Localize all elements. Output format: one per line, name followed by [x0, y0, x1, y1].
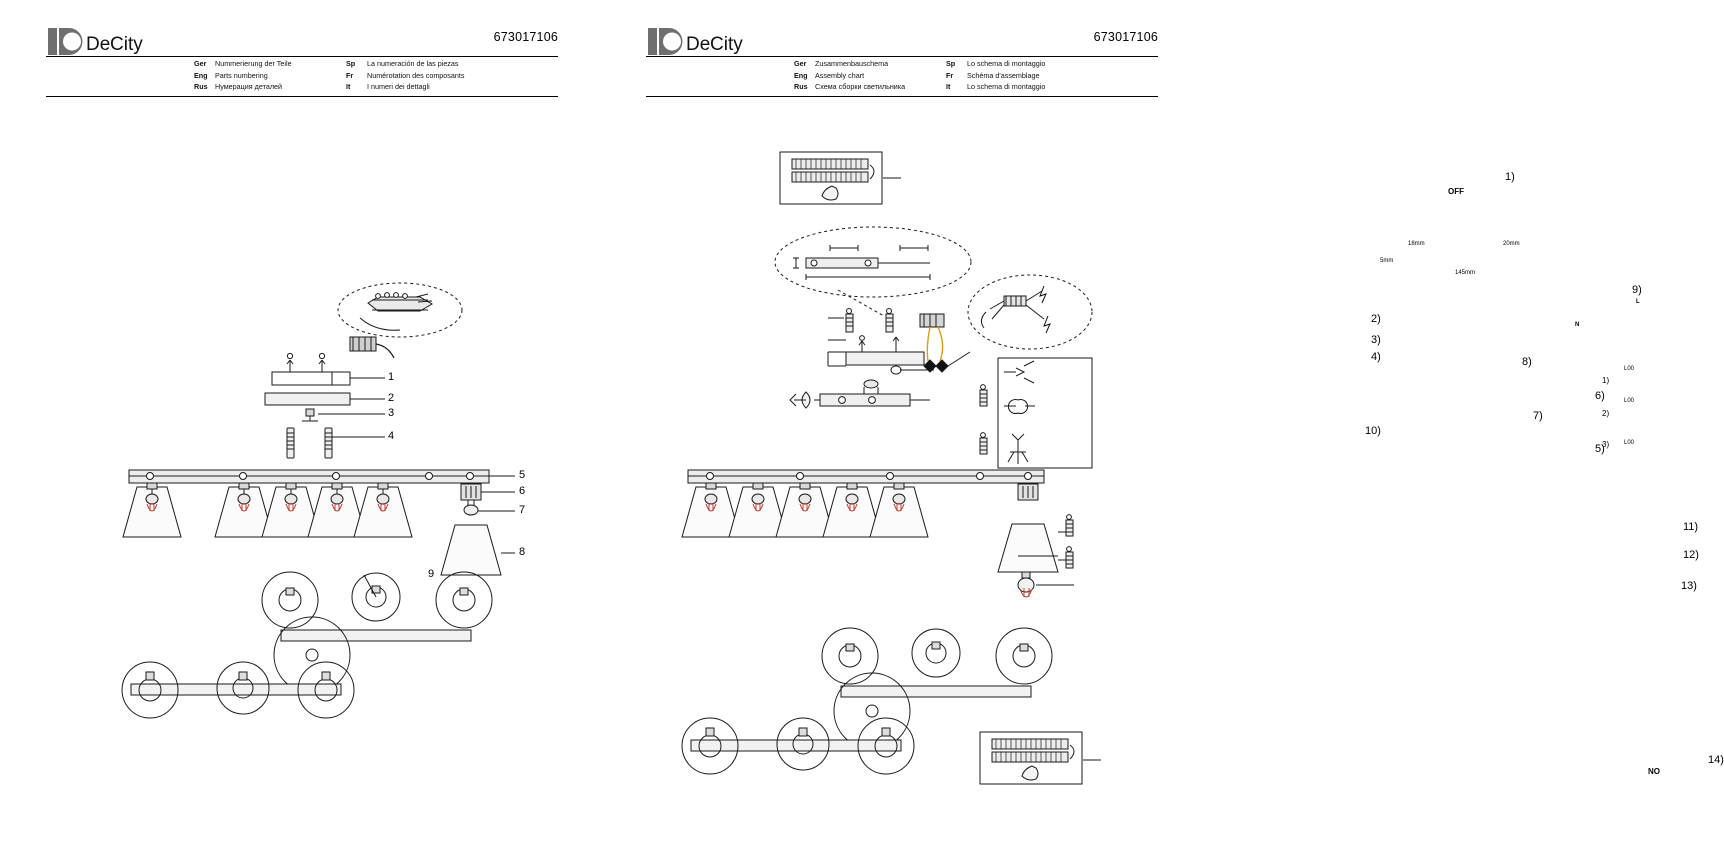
lang-text: Zusammenbauschema	[815, 59, 889, 68]
lamp-shade	[870, 483, 928, 537]
lang-text: Schéma d'assemblage	[967, 70, 1040, 80]
step-8-label: 8)	[1522, 356, 1532, 368]
lang-abbr: Fr	[946, 70, 954, 80]
step-2-screw	[846, 309, 853, 333]
assembly-diagram	[600, 0, 1200, 848]
lang-text: I numeri dei dettagli	[367, 82, 430, 92]
lang-abbr: Fr	[346, 70, 354, 80]
lang-text: Assembly chart	[815, 70, 865, 80]
callout-6: 6	[519, 485, 526, 497]
legend-item-3-code: L00	[1624, 440, 1635, 446]
step-10-tool	[790, 392, 820, 408]
callout-9: 9	[428, 568, 435, 580]
lang-abbr: Rus	[794, 82, 808, 92]
plan-view-lower	[682, 718, 914, 774]
exploded-shade	[441, 484, 501, 575]
lang-abbr: Sp	[946, 59, 956, 68]
part-4-screws	[287, 428, 332, 458]
switch-off-label: OFF	[1448, 187, 1464, 196]
wiring-bubble-content	[981, 286, 1050, 333]
svg-text:City: City	[710, 34, 743, 55]
dimension-bubble-content	[793, 245, 930, 316]
step-12-label: 12)	[1683, 549, 1699, 561]
step-9-label: 9)	[1632, 284, 1642, 296]
dimension-b: 20mm	[1503, 241, 1520, 247]
lang-text: Lo schema di montaggio	[967, 59, 1046, 68]
shade-group	[682, 483, 928, 537]
dimension-d: 145mm	[1455, 270, 1476, 276]
terminal-legend-box	[998, 358, 1092, 468]
step-1-label: 1)	[1505, 171, 1515, 183]
fixture-bar	[688, 470, 1044, 483]
step-14-label: 14)	[1708, 754, 1724, 766]
plan-view-upper	[822, 628, 1052, 749]
wiring-bubble	[968, 275, 1092, 349]
lang-abbr: Sp	[346, 59, 356, 68]
svg-text:De: De	[86, 34, 111, 55]
legend-item-3-num: 3)	[1602, 440, 1610, 449]
shade-group	[123, 483, 412, 537]
lang-text: Lo schema di montaggio	[967, 82, 1046, 92]
parts-diagram	[0, 0, 600, 848]
callout-1: 1	[388, 371, 395, 383]
step-6-label: 6)	[1595, 390, 1605, 402]
lamp-shade	[123, 483, 181, 537]
lang-text: Нумерация деталей	[215, 82, 283, 92]
wire-label-n: N	[1575, 322, 1580, 328]
lang-abbr: Eng	[194, 70, 208, 80]
dimension-a: 18mm	[1408, 241, 1425, 247]
lang-abbr: Eng	[794, 70, 808, 80]
fixture-bar	[129, 470, 489, 483]
callout-5: 5	[519, 469, 526, 481]
plan-view-upper	[262, 572, 492, 693]
legend-item-2-code: L00	[1624, 398, 1635, 404]
lamp-shade	[354, 483, 412, 537]
document-code: 673017106	[493, 30, 558, 44]
switch-off-box	[780, 152, 882, 204]
lang-text: Схема сборки светильника	[815, 82, 906, 92]
lang-text: La numeración de las piezas	[367, 59, 459, 68]
legend-item-1-num: 1)	[1602, 376, 1610, 385]
dimension-c: 5mm	[1380, 258, 1394, 264]
bulb-icon	[1018, 572, 1034, 597]
step-6-screw	[980, 385, 987, 406]
step-4-label: 4)	[1371, 351, 1381, 363]
callout-8: 8	[519, 546, 526, 558]
switch-on-box	[980, 732, 1082, 784]
lang-abbr: It	[946, 82, 951, 92]
document-code: 673017106	[1093, 30, 1158, 44]
step-7-base-plate	[820, 380, 930, 406]
svg-text:City: City	[110, 34, 143, 55]
page-parts-numbering	[0, 0, 600, 848]
legend-item-2-num: 2)	[1602, 409, 1610, 418]
lang-abbr: Ger	[194, 59, 207, 68]
svg-text:De: De	[686, 34, 711, 55]
callout-3: 3	[388, 407, 395, 419]
callout-2: 2	[388, 392, 395, 404]
page-assembly-chart	[600, 0, 1724, 848]
step-10-label: 10)	[1365, 425, 1381, 437]
lang-text: Nummerierung der Teile	[215, 59, 292, 68]
part-3-fitting	[302, 409, 318, 421]
step-13-label: 13)	[1681, 580, 1697, 592]
lang-abbr: Rus	[194, 82, 208, 92]
lang-text: Numérotation des composants	[367, 70, 465, 80]
plan-view-lower	[122, 662, 354, 718]
step-2-label: 2)	[1371, 313, 1381, 325]
wire-label-l: L	[1636, 299, 1640, 305]
switch-on-label: NO	[1648, 767, 1660, 776]
callout-4: 4	[388, 430, 395, 442]
terminal-block	[350, 337, 394, 358]
callout-7: 7	[519, 504, 526, 516]
lang-abbr: Ger	[794, 59, 807, 68]
lang-abbr: It	[346, 82, 351, 92]
part-1-mount-bar	[272, 353, 350, 385]
step-3-label: 3)	[1371, 334, 1381, 346]
step-3-screw	[886, 309, 893, 333]
part-2-base-plate	[265, 393, 358, 405]
lang-text: Parts numbering	[215, 70, 268, 80]
step-5-label: 5)	[1595, 443, 1605, 455]
step-11-label: 11)	[1683, 521, 1699, 533]
detail-bubble-content	[360, 293, 432, 331]
legend-item-1-code: L00	[1624, 366, 1635, 372]
step-7-label: 7)	[1533, 410, 1543, 422]
exploded-shade-right	[998, 484, 1074, 597]
step-5-screws	[980, 433, 987, 454]
